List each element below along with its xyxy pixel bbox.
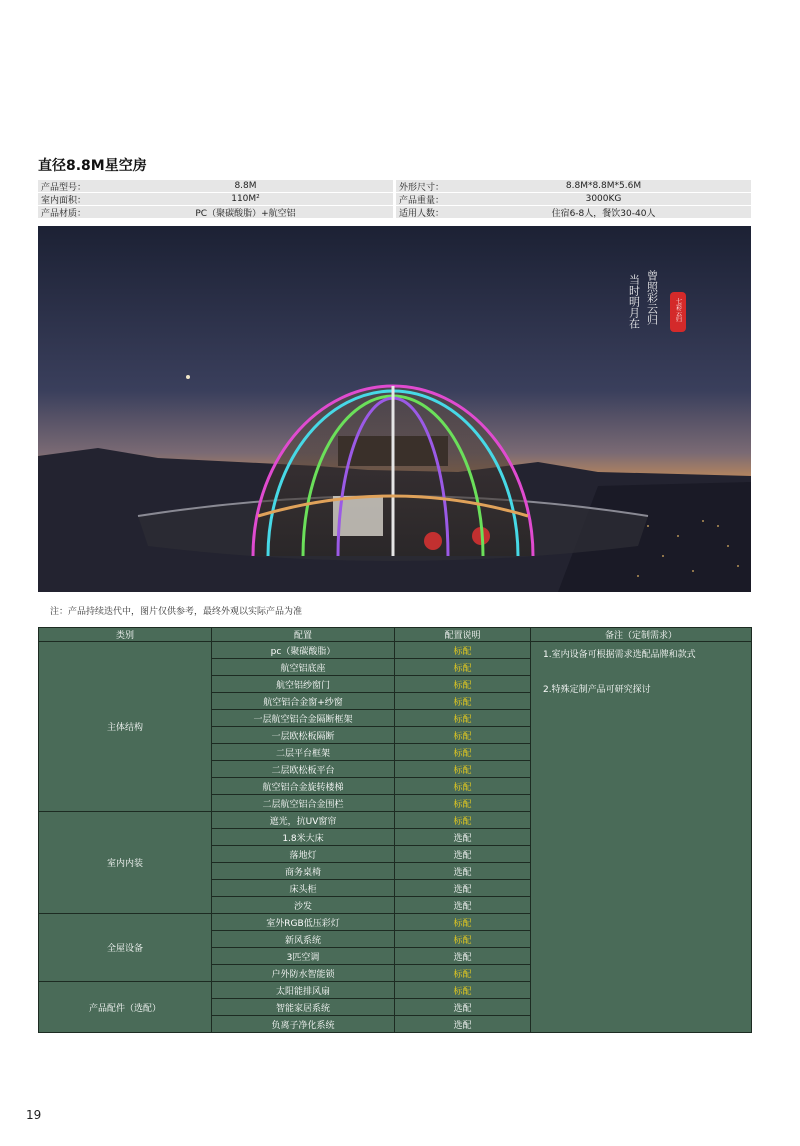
config-cell: 室外RGB低压彩灯 (212, 914, 395, 931)
desc-cell: 标配 (395, 914, 531, 931)
desc-cell: 选配 (395, 863, 531, 880)
configuration-table (38, 627, 752, 1033)
desc-cell: 选配 (395, 948, 531, 965)
config-cell: 航空铝底座 (212, 659, 395, 676)
disclaimer-note: 注：产品持续迭代中，图片仅供参考，最终外观以实际产品为准 (50, 607, 303, 617)
spec-cell (38, 193, 393, 205)
category-cell: 室内内装 (39, 812, 212, 914)
desc-cell: 标配 (395, 965, 531, 982)
desc-cell: 标配 (395, 710, 531, 727)
config-cell: 3匹空调 (212, 948, 395, 965)
spec-value: 110M² (231, 194, 260, 204)
spec-cell (396, 206, 751, 218)
spec-cell (396, 193, 751, 205)
page-title: 直径8.8M星空房 (38, 158, 147, 174)
spec-value: 3000KG (585, 194, 622, 204)
desc-cell: 选配 (395, 999, 531, 1016)
desc-cell: 标配 (395, 982, 531, 999)
desc-cell: 标配 (395, 812, 531, 829)
product-photo (38, 226, 751, 592)
poem-col-1: 当时明月在 (627, 274, 641, 329)
spec-value: 8.8M*8.8M*5.6M (565, 181, 642, 191)
desc-cell: 标配 (395, 727, 531, 744)
config-cell: 二层平台框架 (212, 744, 395, 761)
config-cell: 太阳能排风扇 (212, 982, 395, 999)
config-cell: 床头柜 (212, 880, 395, 897)
spec-row (38, 206, 751, 218)
spec-label: 室内面积： (41, 195, 87, 206)
table-header-row (39, 628, 752, 642)
spec-label: 产品型号： (41, 182, 87, 193)
config-cell: 二层航空铝合金围栏 (212, 795, 395, 812)
category-cell: 全屋设备 (39, 914, 212, 982)
desc-cell: 标配 (395, 931, 531, 948)
desc-cell: 标配 (395, 761, 531, 778)
spec-label: 产品重量： (399, 195, 445, 206)
spec-row (38, 180, 751, 192)
spec-value: PC（聚碳酸脂）+航空铝 (195, 208, 296, 219)
config-cell: 落地灯 (212, 846, 395, 863)
config-cell: 沙发 (212, 897, 395, 914)
spec-value: 住宿6-8人，餐饮30-40人 (551, 208, 656, 219)
config-cell: 航空铝合金旋转楼梯 (212, 778, 395, 795)
config-cell: 户外防水智能锁 (212, 965, 395, 982)
config-cell: 一层航空铝合金隔断框架 (212, 710, 395, 727)
desc-cell: 标配 (395, 659, 531, 676)
desc-cell: 标配 (395, 778, 531, 795)
spec-cell (396, 180, 751, 192)
chair (424, 532, 442, 550)
config-cell: 负离子净化系统 (212, 1016, 395, 1033)
desc-cell: 标配 (395, 744, 531, 761)
category-cell: 主体结构 (39, 642, 212, 812)
header-config: 配置 (212, 628, 395, 642)
desc-cell: 选配 (395, 897, 531, 914)
spec-label: 产品材质： (41, 208, 87, 219)
spec-value: 8.8M (234, 181, 257, 191)
spec-label: 外形尺寸： (399, 182, 445, 193)
desc-cell: 标配 (395, 642, 531, 659)
seal-text: 七彩云归 (674, 298, 682, 322)
config-cell: 二层欧松板平台 (212, 761, 395, 778)
spec-row (38, 193, 751, 205)
desc-cell: 选配 (395, 846, 531, 863)
spec-label: 适用人数： (399, 208, 445, 219)
config-cell: 智能家居系统 (212, 999, 395, 1016)
spec-cell (38, 206, 393, 218)
desc-cell: 标配 (395, 795, 531, 812)
remark-item: 1.室内设备可根据需求选配品牌和款式 (543, 650, 696, 660)
desc-cell: 选配 (395, 1016, 531, 1033)
moon-icon (186, 375, 190, 379)
config-cell: 新风系统 (212, 931, 395, 948)
spec-sheet (38, 180, 751, 219)
table-row (39, 642, 752, 659)
poem-col-2: 曾照彩云归 (645, 270, 659, 325)
header-category: 类别 (39, 628, 212, 642)
page-number: 19 (26, 1108, 42, 1122)
config-cell: 航空铝合金窗+纱窗 (212, 693, 395, 710)
remarks-cell (531, 642, 752, 1033)
config-cell: 商务桌椅 (212, 863, 395, 880)
config-cell: 遮光，抗UV窗帘 (212, 812, 395, 829)
config-cell: 一层欧松板隔断 (212, 727, 395, 744)
remark-item: 2.特殊定制产品可研究探讨 (543, 684, 651, 695)
config-cell: 航空铝纱窗门 (212, 676, 395, 693)
desc-cell: 选配 (395, 880, 531, 897)
desc-cell: 标配 (395, 676, 531, 693)
header-description: 配置说明 (395, 628, 531, 642)
header-remarks: 备注（定制需求） (531, 628, 752, 642)
category-cell: 产品配件（选配） (39, 982, 212, 1033)
desc-cell: 标配 (395, 693, 531, 710)
spec-cell (38, 180, 393, 192)
desc-cell: 选配 (395, 829, 531, 846)
config-cell: pc（聚碳酸脂） (212, 642, 395, 659)
config-cell: 1.8米大床 (212, 829, 395, 846)
